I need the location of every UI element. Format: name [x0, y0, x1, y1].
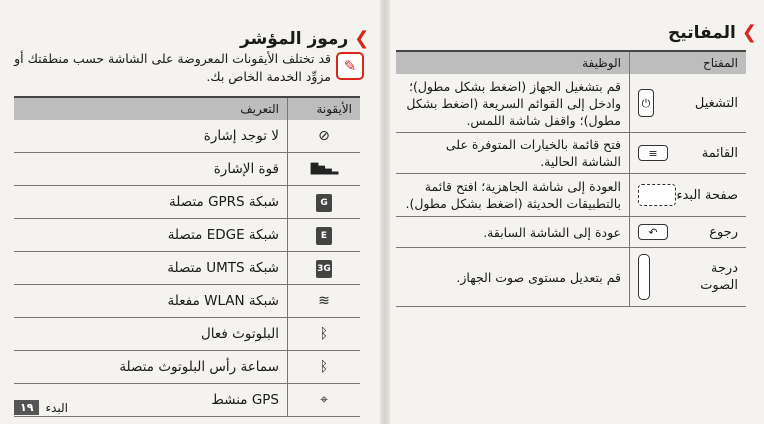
edge-icon: E	[316, 227, 332, 245]
row-definition: البلوتوث فعال	[14, 318, 288, 351]
menu-key-icon: ≡	[638, 145, 668, 161]
note-text: قد تختلف الأيقونات المعروضة على الشاشة حسب منطقتك أو مزوِّد الخدمة الخاص بك.	[14, 51, 331, 84]
right-heading	[668, 22, 757, 43]
home-key-icon	[638, 184, 676, 206]
table-row	[396, 217, 746, 248]
icon-column-header: الأيقونة	[288, 97, 361, 120]
page-footer	[14, 400, 68, 415]
key-column-header: المفتاح	[630, 51, 747, 74]
table-row	[14, 186, 360, 219]
left-page-title: رموز المؤشر	[240, 28, 349, 49]
note-box	[6, 50, 378, 90]
power-key-icon: ⏻	[638, 89, 654, 117]
signal-strength-icon: ▂▄▆█	[310, 163, 338, 175]
right-page-title: المفاتيح	[668, 22, 736, 43]
table-row	[14, 285, 360, 318]
row-definition: قوة الإشارة	[14, 153, 288, 186]
left-heading	[240, 28, 369, 49]
footer-section-label: البدء	[45, 400, 68, 415]
table-row	[396, 248, 746, 307]
table-row	[396, 74, 746, 133]
gprs-icon: G	[316, 194, 332, 212]
keys-table	[396, 50, 746, 307]
row-definition: شبكة UMTS متصلة	[14, 252, 288, 285]
key-name: رجوع	[709, 224, 738, 240]
row-definition: شبكة EDGE متصلة	[14, 219, 288, 252]
key-name: صفحة البدء	[676, 187, 738, 203]
row-definition: GPS منشط	[14, 384, 288, 417]
function-column-header: الوظيفة	[396, 51, 630, 74]
definition-column-header: التعريف	[14, 97, 288, 120]
row-definition: شبكة WLAN مفعلة	[14, 285, 288, 318]
key-name: القائمة	[701, 145, 738, 161]
bluetooth-headset-icon: ᛒ	[319, 359, 329, 375]
table-row	[396, 133, 746, 174]
row-definition: سماعة رأس البلوتوث متصلة	[14, 351, 288, 384]
row-function: قم بتعديل مستوى صوت الجهاز.	[396, 248, 630, 307]
chevron-right-icon: ❯	[354, 28, 370, 49]
row-function: عودة إلى الشاشة السابقة.	[396, 217, 630, 248]
table-row	[14, 120, 360, 153]
table-row	[14, 219, 360, 252]
table-header-row	[396, 51, 746, 74]
indicator-icons-table	[14, 96, 360, 417]
key-name: التشغيل	[694, 95, 738, 111]
table-row	[14, 252, 360, 285]
umts-icon: 3G	[316, 260, 332, 278]
table-row	[14, 318, 360, 351]
chevron-right-icon: ❯	[741, 22, 757, 43]
bluetooth-icon: ᛒ	[319, 326, 329, 342]
back-key-icon: ↶	[638, 224, 668, 240]
right-page	[388, 0, 764, 424]
note-pencil-icon: ✎	[336, 52, 364, 80]
key-name: درجة الصوت	[700, 261, 738, 293]
table-row	[14, 351, 360, 384]
gps-icon: ⌖	[320, 392, 328, 408]
row-function: العودة إلى شاشة الجاهزية؛ افتح قائمة بالتطبيقات الحديثة (اضغط بشكل مطول).	[396, 174, 630, 217]
row-definition: لا توجد إشارة	[14, 120, 288, 153]
row-definition: شبكة GPRS متصلة	[14, 186, 288, 219]
row-function: فتح قائمة بالخيارات المتوفرة على الشاشة الحالية.	[396, 133, 630, 174]
page-number: ١٩	[14, 400, 39, 415]
table-header-row	[14, 97, 360, 120]
row-function: قم بتشغيل الجهاز (اضغط بشكل مطول)؛ وادخل إلى القوائم السريعة (اضغط بشكل مطول)؛ واقفل شاشة اللمس.	[396, 74, 630, 133]
table-row	[396, 174, 746, 217]
table-row	[14, 153, 360, 186]
no-signal-icon: ⊘	[318, 128, 330, 144]
wifi-icon: ≋	[318, 293, 330, 309]
volume-key-icon	[638, 254, 650, 300]
